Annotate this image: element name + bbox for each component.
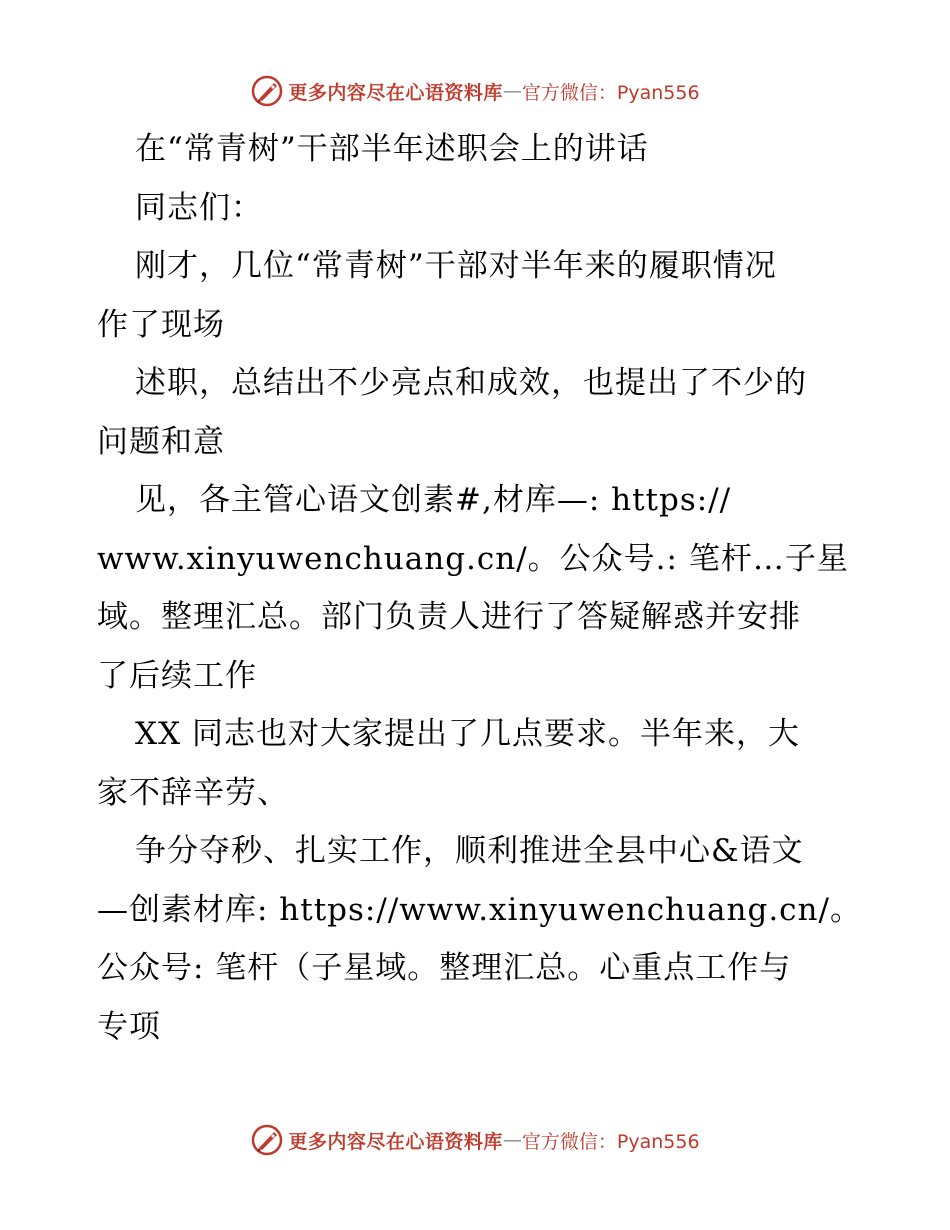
header-site-text: 更多内容尽在心语资料库 [288, 81, 503, 104]
footer-site-text: 更多内容尽在心语资料库 [288, 1130, 503, 1153]
header-banner [0, 71, 950, 111]
salutation: 同志们： [135, 189, 263, 226]
header-wechat-text: 官方微信：Pyan556 [521, 81, 700, 104]
paragraph-line: 了后续工作 [97, 657, 257, 694]
quill-pen-logo-icon [250, 1123, 284, 1157]
footer-wechat-text: 官方微信：Pyan556 [521, 1130, 700, 1153]
paragraph-line: 述职，总结出不少亮点和成效，也提出了不少的 [135, 365, 807, 401]
document-title: 在“常青树”干部半年述职会上的讲话 [135, 131, 649, 167]
quill-pen-logo-icon [250, 74, 284, 108]
header-separator: — [502, 80, 522, 102]
paragraph-line: www.xinyuwenchuang.cn/。公众号.: 笔杆…子星 [97, 540, 849, 577]
document-body [97, 120, 862, 1056]
paragraph-line: 家不辞辛劳、 [97, 774, 289, 811]
paragraph-line: 作了现场 [97, 306, 225, 343]
paragraph-line: 问题和意 [97, 423, 225, 460]
paragraph-line: XX 同志也对大家提出了几点要求。半年来，大 [135, 716, 800, 752]
footer-separator: — [502, 1129, 522, 1151]
paragraph-line: —创素材库: https://www.xinyuwenchuang.cn/。 [97, 891, 862, 928]
paragraph-line: 见，各主管心语文创素#,材库—: https:// [135, 482, 732, 518]
paragraph-line: 刚才，几位“常青树”干部对半年来的履职情况 [135, 248, 777, 284]
footer-banner [0, 1120, 950, 1160]
paragraph-line: 域。整理汇总。部门负责人进行了答疑解惑并安排 [97, 599, 801, 635]
paragraph-line: 争分夺秒、扎实工作，顺利推进全县中心&语文 [135, 833, 804, 869]
paragraph-line: 专项 [97, 1008, 161, 1045]
paragraph-line: 公众号: 笔杆（子星域。整理汇总。心重点工作与 [97, 950, 792, 986]
